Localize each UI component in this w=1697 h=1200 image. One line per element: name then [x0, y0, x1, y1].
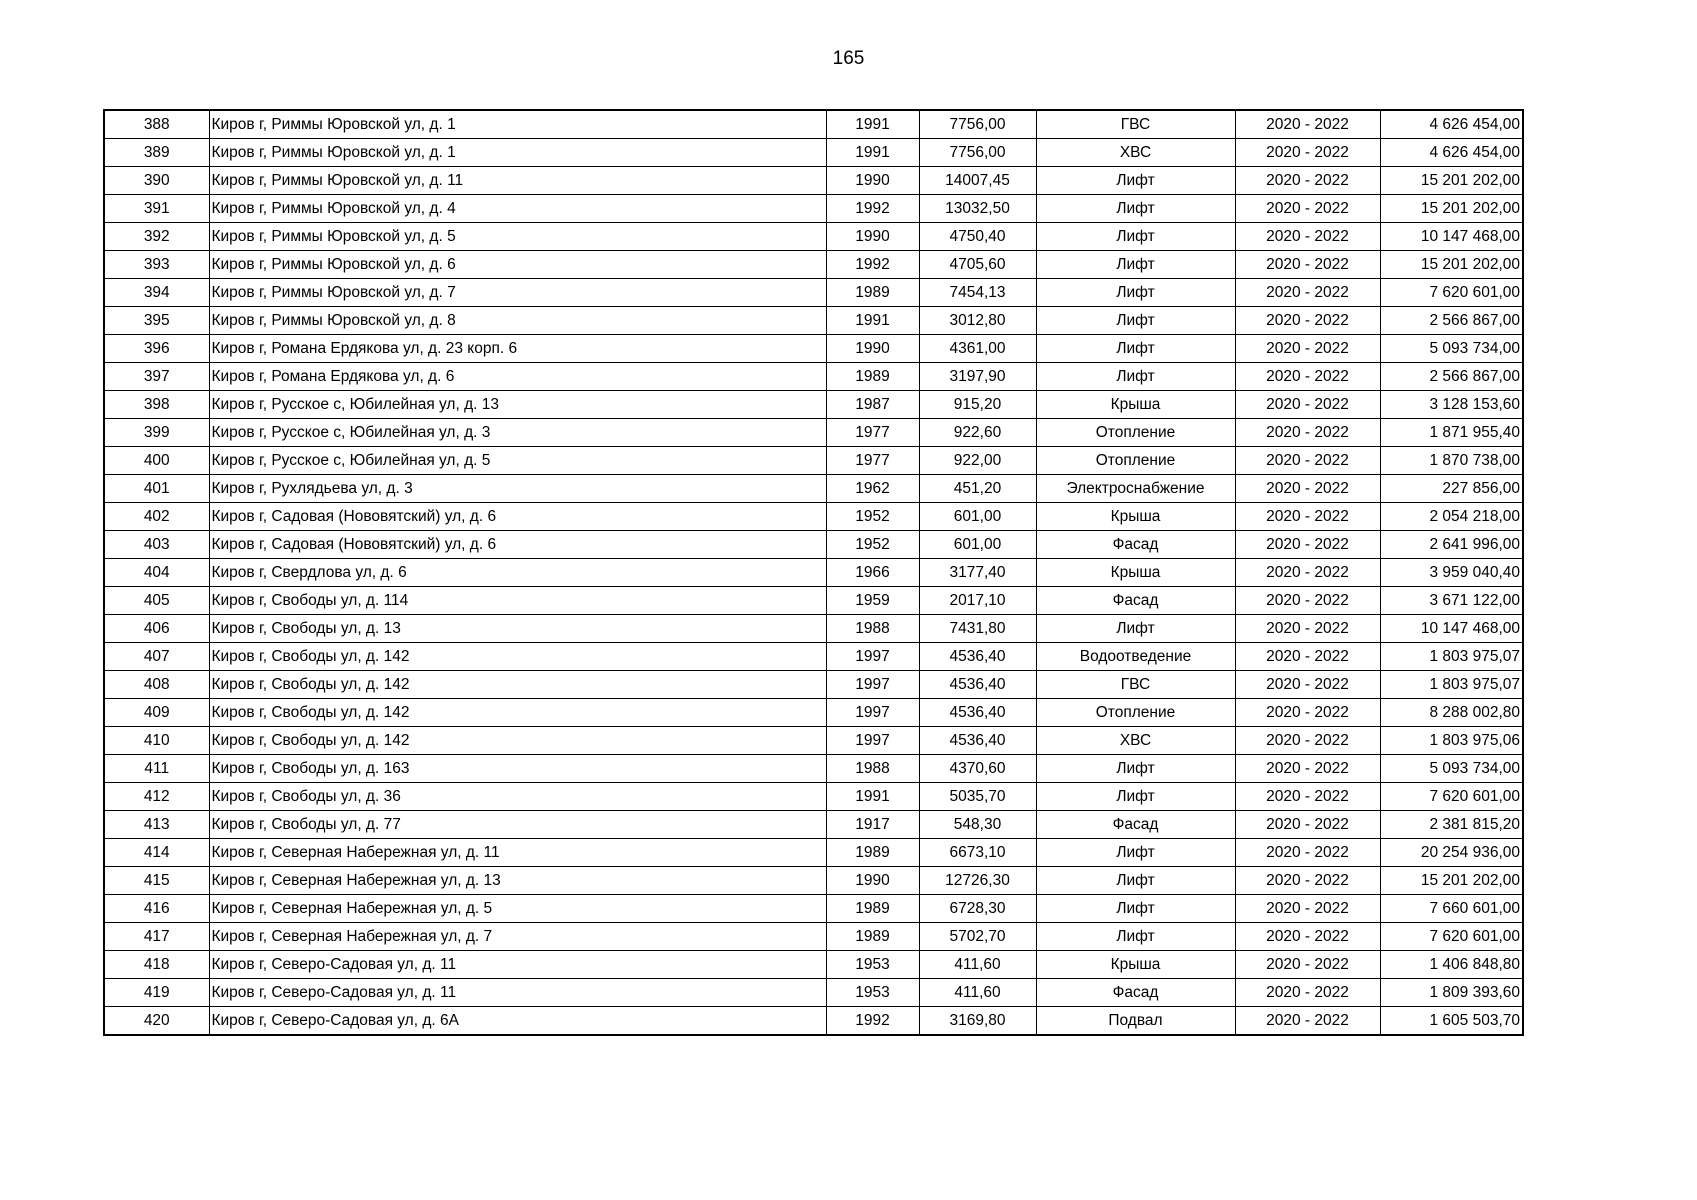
period-cell: 2020 - 2022 [1235, 671, 1380, 699]
period-cell: 2020 - 2022 [1235, 279, 1380, 307]
area-cell: 4536,40 [919, 727, 1036, 755]
period-cell: 2020 - 2022 [1235, 979, 1380, 1007]
work-type-cell: Лифт [1036, 335, 1235, 363]
table-row [104, 251, 1523, 279]
build-year-cell: 1997 [826, 727, 919, 755]
work-type-cell: ХВС [1036, 727, 1235, 755]
period-cell: 2020 - 2022 [1235, 839, 1380, 867]
table-row [104, 895, 1523, 923]
work-type-cell: Водоотведение [1036, 643, 1235, 671]
address-cell: Киров г, Свободы ул, д. 13 [209, 615, 826, 643]
build-year-cell: 1977 [826, 447, 919, 475]
cost-cell: 2 566 867,00 [1380, 363, 1523, 391]
cost-cell: 15 201 202,00 [1380, 867, 1523, 895]
work-type-cell: Лифт [1036, 307, 1235, 335]
cost-cell: 7 620 601,00 [1380, 783, 1523, 811]
row-number-cell: 413 [104, 811, 209, 839]
work-type-cell: Лифт [1036, 615, 1235, 643]
build-year-cell: 1977 [826, 419, 919, 447]
work-type-cell: Лифт [1036, 279, 1235, 307]
table-row [104, 867, 1523, 895]
area-cell: 601,00 [919, 503, 1036, 531]
table-row [104, 727, 1523, 755]
address-cell: Киров г, Риммы Юровской ул, д. 8 [209, 307, 826, 335]
address-cell: Киров г, Риммы Юровской ул, д. 4 [209, 195, 826, 223]
address-cell: Киров г, Свободы ул, д. 142 [209, 727, 826, 755]
build-year-cell: 1997 [826, 671, 919, 699]
cost-cell: 3 128 153,60 [1380, 391, 1523, 419]
table-row [104, 447, 1523, 475]
area-cell: 411,60 [919, 979, 1036, 1007]
area-cell: 3169,80 [919, 1007, 1036, 1036]
build-year-cell: 1988 [826, 615, 919, 643]
address-cell: Киров г, Русское с, Юбилейная ул, д. 13 [209, 391, 826, 419]
work-type-cell: Крыша [1036, 559, 1235, 587]
work-type-cell: Лифт [1036, 783, 1235, 811]
table-row [104, 699, 1523, 727]
period-cell: 2020 - 2022 [1235, 699, 1380, 727]
cost-cell: 15 201 202,00 [1380, 167, 1523, 195]
table-row [104, 951, 1523, 979]
table-row [104, 139, 1523, 167]
row-number-cell: 418 [104, 951, 209, 979]
build-year-cell: 1952 [826, 503, 919, 531]
period-cell: 2020 - 2022 [1235, 391, 1380, 419]
work-type-cell: Лифт [1036, 923, 1235, 951]
work-type-cell: Крыша [1036, 391, 1235, 419]
area-cell: 7431,80 [919, 615, 1036, 643]
period-cell: 2020 - 2022 [1235, 923, 1380, 951]
work-type-cell: Отопление [1036, 447, 1235, 475]
cost-cell: 2 641 996,00 [1380, 531, 1523, 559]
cost-cell: 7 660 601,00 [1380, 895, 1523, 923]
cost-cell: 3 959 040,40 [1380, 559, 1523, 587]
row-number-cell: 397 [104, 363, 209, 391]
period-cell: 2020 - 2022 [1235, 615, 1380, 643]
period-cell: 2020 - 2022 [1235, 867, 1380, 895]
address-cell: Киров г, Рухлядьева ул, д. 3 [209, 475, 826, 503]
table-row [104, 335, 1523, 363]
area-cell: 548,30 [919, 811, 1036, 839]
cost-cell: 2 566 867,00 [1380, 307, 1523, 335]
row-number-cell: 399 [104, 419, 209, 447]
area-cell: 922,00 [919, 447, 1036, 475]
table-row [104, 195, 1523, 223]
cost-cell: 1 406 848,80 [1380, 951, 1523, 979]
table-row [104, 923, 1523, 951]
cost-cell: 4 626 454,00 [1380, 110, 1523, 139]
address-cell: Киров г, Риммы Юровской ул, д. 1 [209, 110, 826, 139]
table-row [104, 531, 1523, 559]
address-cell: Киров г, Северо-Садовая ул, д. 6А [209, 1007, 826, 1036]
build-year-cell: 1992 [826, 251, 919, 279]
cost-cell: 5 093 734,00 [1380, 755, 1523, 783]
build-year-cell: 1989 [826, 895, 919, 923]
address-cell: Киров г, Русское с, Юбилейная ул, д. 5 [209, 447, 826, 475]
address-cell: Киров г, Свободы ул, д. 163 [209, 755, 826, 783]
table-row [104, 615, 1523, 643]
work-type-cell: Подвал [1036, 1007, 1235, 1036]
table-row [104, 783, 1523, 811]
area-cell: 4536,40 [919, 671, 1036, 699]
build-year-cell: 1988 [826, 755, 919, 783]
area-cell: 13032,50 [919, 195, 1036, 223]
cost-cell: 20 254 936,00 [1380, 839, 1523, 867]
area-cell: 3177,40 [919, 559, 1036, 587]
area-cell: 6673,10 [919, 839, 1036, 867]
address-cell: Киров г, Северная Набережная ул, д. 13 [209, 867, 826, 895]
work-type-cell: Фасад [1036, 979, 1235, 1007]
work-type-cell: Отопление [1036, 419, 1235, 447]
work-type-cell: Лифт [1036, 223, 1235, 251]
build-year-cell: 1953 [826, 951, 919, 979]
build-year-cell: 1966 [826, 559, 919, 587]
build-year-cell: 1987 [826, 391, 919, 419]
work-type-cell: Лифт [1036, 251, 1235, 279]
period-cell: 2020 - 2022 [1235, 531, 1380, 559]
area-cell: 4750,40 [919, 223, 1036, 251]
row-number-cell: 406 [104, 615, 209, 643]
build-year-cell: 1952 [826, 531, 919, 559]
cost-cell: 1 870 738,00 [1380, 447, 1523, 475]
cost-cell: 15 201 202,00 [1380, 195, 1523, 223]
area-cell: 3197,90 [919, 363, 1036, 391]
table-row [104, 223, 1523, 251]
area-cell: 7454,13 [919, 279, 1036, 307]
build-year-cell: 1989 [826, 363, 919, 391]
build-year-cell: 1962 [826, 475, 919, 503]
period-cell: 2020 - 2022 [1235, 587, 1380, 615]
table-row [104, 643, 1523, 671]
address-cell: Киров г, Свердлова ул, д. 6 [209, 559, 826, 587]
area-cell: 922,60 [919, 419, 1036, 447]
table-row [104, 475, 1523, 503]
period-cell: 2020 - 2022 [1235, 363, 1380, 391]
cost-cell: 4 626 454,00 [1380, 139, 1523, 167]
row-number-cell: 419 [104, 979, 209, 1007]
build-year-cell: 1997 [826, 643, 919, 671]
cost-cell: 1 803 975,06 [1380, 727, 1523, 755]
period-cell: 2020 - 2022 [1235, 251, 1380, 279]
row-number-cell: 398 [104, 391, 209, 419]
table-row [104, 587, 1523, 615]
cost-cell: 10 147 468,00 [1380, 615, 1523, 643]
cost-cell: 1 605 503,70 [1380, 1007, 1523, 1036]
area-cell: 4536,40 [919, 643, 1036, 671]
table-row [104, 503, 1523, 531]
area-cell: 601,00 [919, 531, 1036, 559]
area-cell: 6728,30 [919, 895, 1036, 923]
row-number-cell: 408 [104, 671, 209, 699]
build-year-cell: 1992 [826, 195, 919, 223]
row-number-cell: 411 [104, 755, 209, 783]
address-cell: Киров г, Русское с, Юбилейная ул, д. 3 [209, 419, 826, 447]
work-type-cell: Крыша [1036, 951, 1235, 979]
address-cell: Киров г, Риммы Юровской ул, д. 7 [209, 279, 826, 307]
period-cell: 2020 - 2022 [1235, 951, 1380, 979]
work-type-cell: Лифт [1036, 195, 1235, 223]
work-type-cell: Электроснабжение [1036, 475, 1235, 503]
address-cell: Киров г, Садовая (Нововятский) ул, д. 6 [209, 531, 826, 559]
row-number-cell: 402 [104, 503, 209, 531]
area-cell: 4536,40 [919, 699, 1036, 727]
row-number-cell: 401 [104, 475, 209, 503]
table-row [104, 167, 1523, 195]
area-cell: 4705,60 [919, 251, 1036, 279]
cost-cell: 1 871 955,40 [1380, 419, 1523, 447]
table-body [104, 110, 1523, 1035]
address-cell: Киров г, Риммы Юровской ул, д. 6 [209, 251, 826, 279]
build-year-cell: 1953 [826, 979, 919, 1007]
build-year-cell: 1991 [826, 110, 919, 139]
build-year-cell: 1992 [826, 1007, 919, 1036]
build-year-cell: 1991 [826, 307, 919, 335]
address-cell: Киров г, Северная Набережная ул, д. 11 [209, 839, 826, 867]
row-number-cell: 414 [104, 839, 209, 867]
build-year-cell: 1990 [826, 335, 919, 363]
cost-cell: 5 093 734,00 [1380, 335, 1523, 363]
table-row [104, 1007, 1523, 1036]
area-cell: 7756,00 [919, 139, 1036, 167]
address-cell: Киров г, Северо-Садовая ул, д. 11 [209, 951, 826, 979]
address-cell: Киров г, Романа Ердякова ул, д. 23 корп. 6 [209, 335, 826, 363]
address-cell: Киров г, Садовая (Нововятский) ул, д. 6 [209, 503, 826, 531]
build-year-cell: 1917 [826, 811, 919, 839]
address-cell: Киров г, Романа Ердякова ул, д. 6 [209, 363, 826, 391]
area-cell: 12726,30 [919, 867, 1036, 895]
address-cell: Киров г, Северо-Садовая ул, д. 11 [209, 979, 826, 1007]
row-number-cell: 404 [104, 559, 209, 587]
area-cell: 4370,60 [919, 755, 1036, 783]
work-type-cell: Лифт [1036, 755, 1235, 783]
work-type-cell: ГВС [1036, 110, 1235, 139]
table-row [104, 811, 1523, 839]
cost-cell: 7 620 601,00 [1380, 923, 1523, 951]
period-cell: 2020 - 2022 [1235, 755, 1380, 783]
address-cell: Киров г, Свободы ул, д. 142 [209, 643, 826, 671]
row-number-cell: 420 [104, 1007, 209, 1036]
table-row [104, 559, 1523, 587]
work-type-cell: ГВС [1036, 671, 1235, 699]
row-number-cell: 409 [104, 699, 209, 727]
period-cell: 2020 - 2022 [1235, 335, 1380, 363]
table-row [104, 279, 1523, 307]
build-year-cell: 1989 [826, 839, 919, 867]
table-row [104, 307, 1523, 335]
period-cell: 2020 - 2022 [1235, 503, 1380, 531]
period-cell: 2020 - 2022 [1235, 1007, 1380, 1036]
area-cell: 4361,00 [919, 335, 1036, 363]
cost-cell: 3 671 122,00 [1380, 587, 1523, 615]
row-number-cell: 390 [104, 167, 209, 195]
address-cell: Киров г, Северная Набережная ул, д. 7 [209, 923, 826, 951]
row-number-cell: 415 [104, 867, 209, 895]
table-row [104, 671, 1523, 699]
address-cell: Киров г, Свободы ул, д. 142 [209, 699, 826, 727]
area-cell: 5702,70 [919, 923, 1036, 951]
period-cell: 2020 - 2022 [1235, 643, 1380, 671]
row-number-cell: 391 [104, 195, 209, 223]
work-type-cell: Лифт [1036, 839, 1235, 867]
row-number-cell: 410 [104, 727, 209, 755]
period-cell: 2020 - 2022 [1235, 195, 1380, 223]
work-type-cell: Фасад [1036, 587, 1235, 615]
area-cell: 14007,45 [919, 167, 1036, 195]
period-cell: 2020 - 2022 [1235, 223, 1380, 251]
row-number-cell: 396 [104, 335, 209, 363]
row-number-cell: 416 [104, 895, 209, 923]
build-year-cell: 1989 [826, 923, 919, 951]
table-row [104, 363, 1523, 391]
work-type-cell: Лифт [1036, 867, 1235, 895]
repair-register-table [103, 109, 1524, 1036]
build-year-cell: 1990 [826, 223, 919, 251]
build-year-cell: 1991 [826, 783, 919, 811]
cost-cell: 10 147 468,00 [1380, 223, 1523, 251]
work-type-cell: Лифт [1036, 167, 1235, 195]
table-row [104, 839, 1523, 867]
cost-cell: 2 054 218,00 [1380, 503, 1523, 531]
area-cell: 7756,00 [919, 110, 1036, 139]
area-cell: 411,60 [919, 951, 1036, 979]
period-cell: 2020 - 2022 [1235, 167, 1380, 195]
cost-cell: 1 803 975,07 [1380, 643, 1523, 671]
row-number-cell: 389 [104, 139, 209, 167]
cost-cell: 227 856,00 [1380, 475, 1523, 503]
address-cell: Киров г, Свободы ул, д. 114 [209, 587, 826, 615]
row-number-cell: 392 [104, 223, 209, 251]
address-cell: Киров г, Риммы Юровской ул, д. 1 [209, 139, 826, 167]
address-cell: Киров г, Северная Набережная ул, д. 5 [209, 895, 826, 923]
work-type-cell: Лифт [1036, 363, 1235, 391]
address-cell: Киров г, Риммы Юровской ул, д. 5 [209, 223, 826, 251]
build-year-cell: 1997 [826, 699, 919, 727]
table-row [104, 391, 1523, 419]
row-number-cell: 412 [104, 783, 209, 811]
work-type-cell: ХВС [1036, 139, 1235, 167]
period-cell: 2020 - 2022 [1235, 895, 1380, 923]
table-row [104, 755, 1523, 783]
period-cell: 2020 - 2022 [1235, 419, 1380, 447]
work-type-cell: Крыша [1036, 503, 1235, 531]
build-year-cell: 1989 [826, 279, 919, 307]
row-number-cell: 405 [104, 587, 209, 615]
cost-cell: 2 381 815,20 [1380, 811, 1523, 839]
row-number-cell: 394 [104, 279, 209, 307]
address-cell: Киров г, Свободы ул, д. 77 [209, 811, 826, 839]
row-number-cell: 400 [104, 447, 209, 475]
build-year-cell: 1990 [826, 867, 919, 895]
period-cell: 2020 - 2022 [1235, 139, 1380, 167]
row-number-cell: 393 [104, 251, 209, 279]
period-cell: 2020 - 2022 [1235, 559, 1380, 587]
cost-cell: 8 288 002,80 [1380, 699, 1523, 727]
build-year-cell: 1990 [826, 167, 919, 195]
cost-cell: 1 809 393,60 [1380, 979, 1523, 1007]
row-number-cell: 388 [104, 110, 209, 139]
row-number-cell: 403 [104, 531, 209, 559]
area-cell: 915,20 [919, 391, 1036, 419]
cost-cell: 1 803 975,07 [1380, 671, 1523, 699]
address-cell: Киров г, Свободы ул, д. 142 [209, 671, 826, 699]
cost-cell: 15 201 202,00 [1380, 251, 1523, 279]
period-cell: 2020 - 2022 [1235, 475, 1380, 503]
cost-cell: 7 620 601,00 [1380, 279, 1523, 307]
row-number-cell: 417 [104, 923, 209, 951]
period-cell: 2020 - 2022 [1235, 110, 1380, 139]
area-cell: 2017,10 [919, 587, 1036, 615]
area-cell: 451,20 [919, 475, 1036, 503]
build-year-cell: 1991 [826, 139, 919, 167]
row-number-cell: 407 [104, 643, 209, 671]
table-row [104, 419, 1523, 447]
table-row [104, 110, 1523, 139]
area-cell: 5035,70 [919, 783, 1036, 811]
period-cell: 2020 - 2022 [1235, 447, 1380, 475]
work-type-cell: Фасад [1036, 811, 1235, 839]
address-cell: Киров г, Риммы Юровской ул, д. 11 [209, 167, 826, 195]
address-cell: Киров г, Свободы ул, д. 36 [209, 783, 826, 811]
period-cell: 2020 - 2022 [1235, 783, 1380, 811]
table-row [104, 979, 1523, 1007]
work-type-cell: Отопление [1036, 699, 1235, 727]
period-cell: 2020 - 2022 [1235, 307, 1380, 335]
build-year-cell: 1959 [826, 587, 919, 615]
period-cell: 2020 - 2022 [1235, 727, 1380, 755]
period-cell: 2020 - 2022 [1235, 811, 1380, 839]
work-type-cell: Фасад [1036, 531, 1235, 559]
work-type-cell: Лифт [1036, 895, 1235, 923]
row-number-cell: 395 [104, 307, 209, 335]
area-cell: 3012,80 [919, 307, 1036, 335]
page-number: 165 [832, 48, 865, 69]
